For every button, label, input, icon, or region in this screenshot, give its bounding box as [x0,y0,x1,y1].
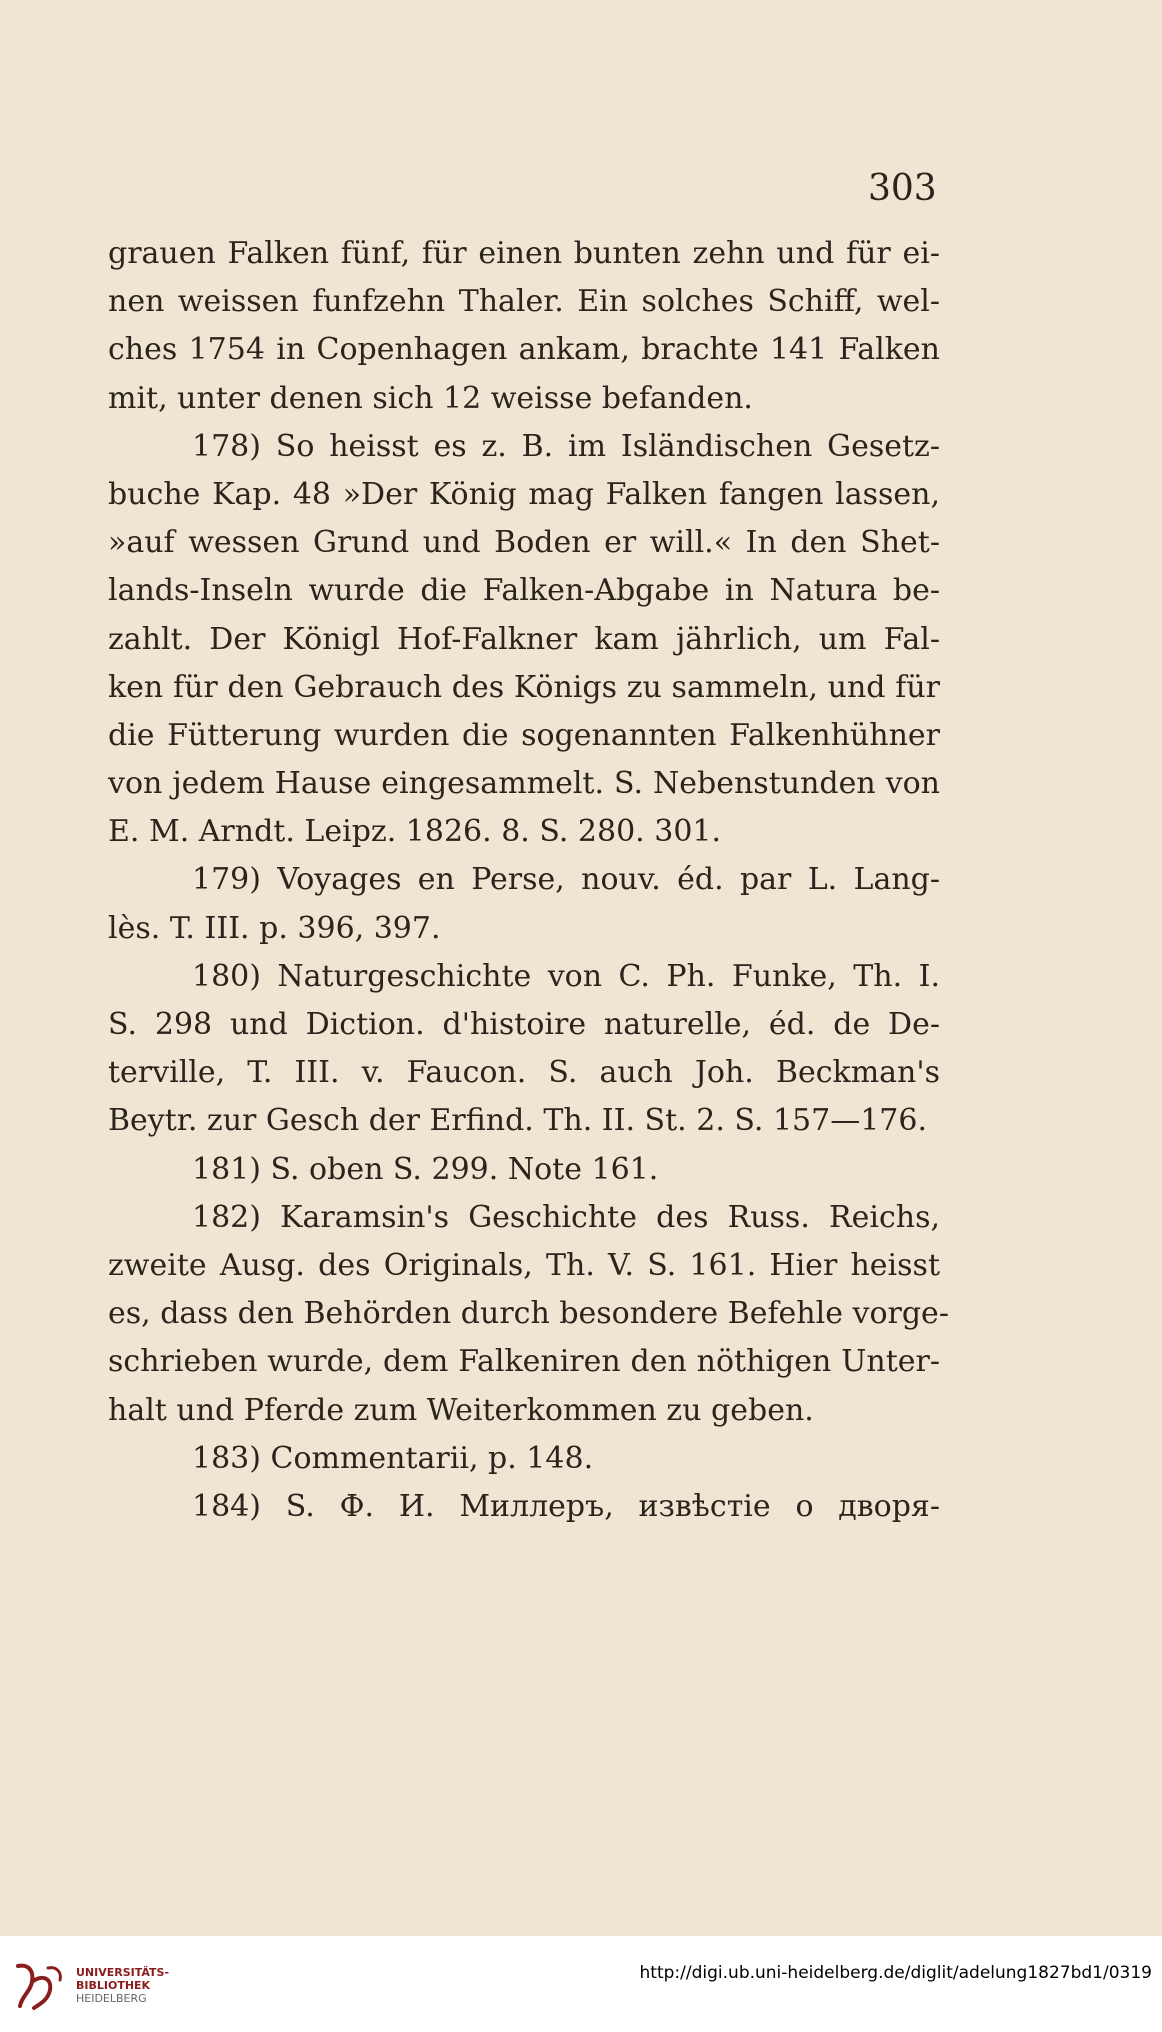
text-line: von jedem Hause eingesammelt. S. Nebenstunden von [108,766,940,802]
footnote-181-line: 181) S. oben S. 299. Note 161. [192,1151,659,1187]
text-line: buche Kap. 48 »Der König mag Falken fangen lassen, [108,476,940,512]
page-text [108,230,949,1531]
text-line: halt und Pferde zum Weiterkommen zu geben. [108,1392,814,1428]
footnote-182-line: 182) Karamsin's Geschichte des Russ. Reichs, [192,1199,940,1235]
text-line: mit, unter denen sich 12 weisse befanden. [108,380,753,416]
text-line: S. 298 und Diction. d'histoire naturelle, éd. de De- [108,1007,940,1042]
text-line: zweite Ausg. des Originals, Th. V. S. 161. Hier heisst [108,1247,940,1283]
source-url-link[interactable]: http://digi.ub.uni-heidelberg.de/diglit/adelung1827bd1/0319 [639,1963,1152,1983]
text-line: E. M. Arndt. Leipz. 1826. 8. S. 280. 301. [108,814,722,850]
footnote-178-line: 178) So heisst es z. B. im Isländischen Gesetz- [192,428,940,464]
footnote-179-line: 179) Voyages en Perse, nouv. éd. par L. Lang- [192,862,940,898]
footnote-184-line: 184) S. Ф. И. Миллеръ, извѣстіе о дворя- [192,1488,940,1524]
university-library-logo-icon [12,1960,68,2012]
text-line: grauen Falken fünf, für einen bunten zehn und für ei- [108,236,940,271]
text-line: »auf wessen Grund und Boden er will.« In den Shet- [108,525,940,561]
library-name [76,1966,169,2005]
footnote-183-line: 183) Commentarii, p. 148. [192,1440,594,1476]
text-line: terville, T. III. v. Faucon. S. auch Joh. Beckman's [108,1055,940,1091]
text-line: Beytr. zur Gesch der Erfind. Th. II. St. 2. S. 157—176. [108,1103,928,1139]
library-name-line: HEIDELBERG [76,1992,147,2005]
text-line: ches 1754 in Copenhagen ankam, brachte 141 Falken [108,332,940,368]
text-line: lès. T. III. p. 396, 397. [108,910,441,946]
page-number: 303 [868,168,937,209]
text-line: nen weissen funfzehn Thaler. Ein solches Schiff, wel- [108,284,940,320]
viewer-footer [0,1936,1162,2032]
text-line: ken für den Gebrauch des Königs zu sammeln, und für [108,669,940,705]
text-line: die Fütterung wurden die sogenannten Falkenhühner [108,717,940,753]
text-line: schrieben wurde, dem Falkeniren den nöthigen Unter- [108,1344,940,1380]
text-line: es, dass den Behörden durch besondere Befehle vorge- [108,1296,949,1332]
text-line: lands-Inseln wurde die Falken-Abgabe in Natura be- [108,573,940,609]
library-name-line: BIBLIOTHEK [76,1979,151,1992]
text-line: zahlt. Der Königl Hof-Falkner kam jährlich, um Fal- [108,621,940,657]
footnote-180-line: 180) Naturgeschichte von C. Ph. Funke, Th. I. [192,958,940,994]
library-name-line: UNIVERSITÄTS- [76,1966,170,1979]
